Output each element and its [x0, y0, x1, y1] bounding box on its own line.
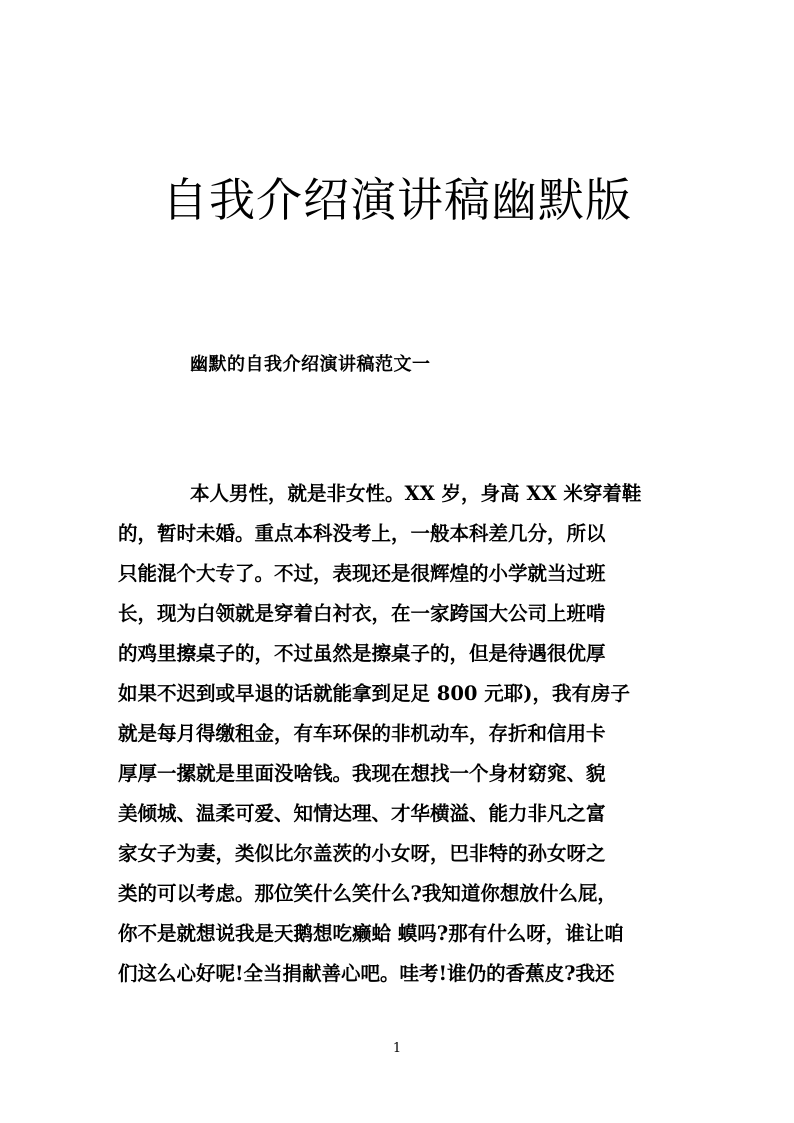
body-line: 本人男性，就是非女性。XX 岁，身高 XX 米穿着鞋 — [190, 482, 642, 505]
body-line: 你不是就想说我是天鹅想吃癞蛤 蟆吗?那有什么呀，谁让咱 — [118, 922, 624, 945]
body-line: 长，现为白领就是穿着白衬衣，在一家跨国大公司上班啃 — [118, 602, 606, 625]
body-line: 就是每月得缴租金，有车环保的非机动车，存折和信用卡 — [118, 722, 606, 745]
section-heading: 幽默的自我介绍演讲稿范文一 — [190, 354, 431, 375]
body-line: 们这么心好呢!全当捐献善心吧。哇考!谁仍的香蕉皮?我还 — [118, 962, 615, 985]
body-line: 厚厚一摞就是里面没啥钱。我现在想找一个身材窈窕、貌 — [118, 762, 606, 785]
body-line: 家女子为妻，类似比尔盖茨的小女呀，巴非特的孙女呀之 — [118, 842, 606, 865]
body-line: 美倾城、温柔可爱、知情达理、才华横溢、能力非凡之富 — [118, 802, 606, 825]
page-title: 自我介绍演讲稿幽默版 — [162, 172, 632, 227]
body-line: 的鸡里擦桌子的，不过虽然是擦桌子的，但是待遇很优厚 — [118, 642, 606, 665]
body-line: 的，暂时未婚。重点本科没考上，一般本科差几分，所以 — [118, 522, 606, 545]
body-text — [118, 474, 680, 994]
body-line: 类的可以考虑。那位笑什么笑什么?我知道你想放什么屁， — [118, 882, 617, 905]
body-line: 只能混个大专了。不过，表现还是很辉煌的小学就当过班 — [118, 562, 606, 585]
page-number: 1 — [392, 1041, 402, 1056]
body-line: 如果不迟到或早退的话就能拿到足足 800 元耶)，我有房子 — [118, 682, 631, 705]
